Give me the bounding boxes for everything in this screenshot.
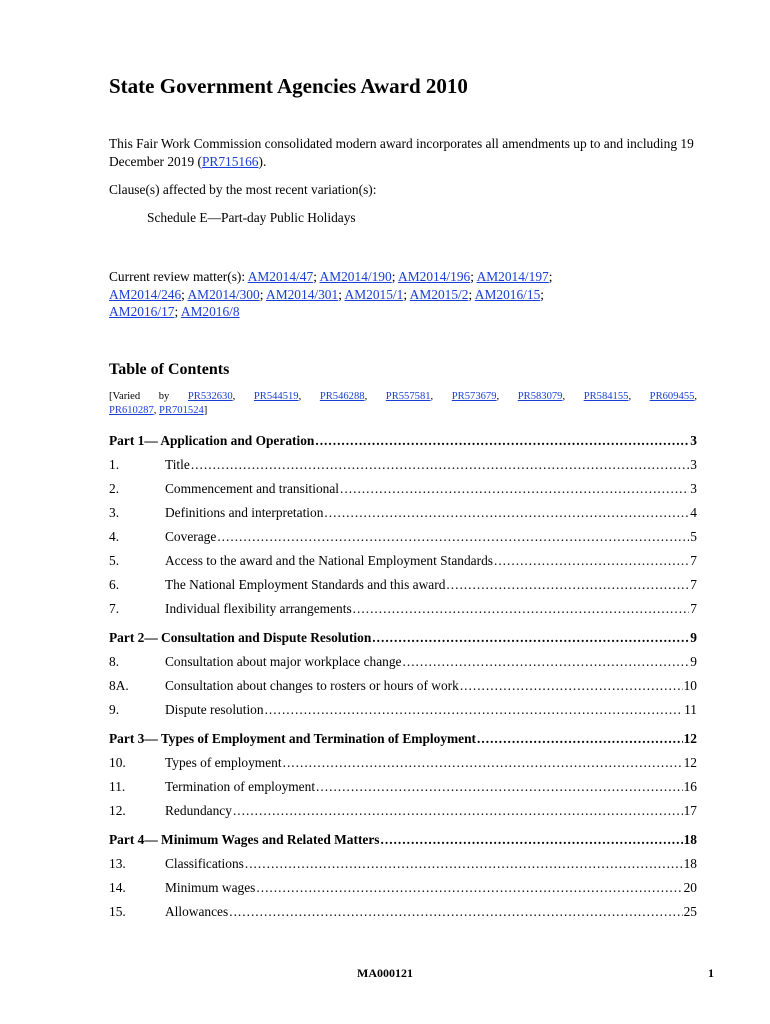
varied-link[interactable]: PR701524 xyxy=(159,405,204,416)
clauses-label: Clause(s) affected by the most recent variation(s): xyxy=(109,182,377,197)
dot-leader xyxy=(460,678,683,694)
toc-entry-label: Consultation about major workplace change xyxy=(165,654,402,669)
varied-link[interactable]: PR532630 xyxy=(187,391,233,402)
toc-entry-label: Title xyxy=(165,457,190,472)
toc-entry-label: Types of employment xyxy=(165,755,282,770)
varied-by-line-2: PR610287, PR701524] xyxy=(109,405,208,416)
toc-entry-number: 11. xyxy=(109,779,126,794)
dot-leader xyxy=(372,630,689,646)
toc-entry-page: 17 xyxy=(683,803,697,818)
varied-link[interactable]: PR609455 xyxy=(649,391,695,402)
review-link[interactable]: AM2015/2 xyxy=(409,286,469,302)
toc-entry-number: 15. xyxy=(109,904,126,919)
dot-leader xyxy=(217,529,689,545)
toc-entry-label: Individual flexibility arrangements xyxy=(165,601,352,616)
toc-entry-page: 20 xyxy=(683,880,697,895)
toc-entry-row[interactable] xyxy=(109,702,697,720)
intro-text-end: ). xyxy=(258,154,267,169)
dot-leader xyxy=(265,702,684,718)
review-link[interactable]: AM2014/301 xyxy=(266,286,339,302)
dot-leader xyxy=(353,601,690,617)
toc-entry-number: 4. xyxy=(109,529,120,544)
dot-leader xyxy=(381,832,683,848)
toc-entry-label: Coverage xyxy=(165,529,217,544)
review-link[interactable]: AM2016/15 xyxy=(474,286,541,302)
review-matters xyxy=(109,268,699,321)
toc-entry-label: Dispute resolution xyxy=(165,702,264,717)
dot-leader xyxy=(316,779,683,795)
toc-entry-label: Commencement and transitional xyxy=(165,481,340,496)
toc-part-row[interactable] xyxy=(109,433,697,451)
intro-paragraph xyxy=(109,135,699,171)
toc-entry-label: Allowances xyxy=(165,904,229,919)
dot-leader xyxy=(315,433,689,449)
toc-entry-label: Termination of employment xyxy=(165,779,316,794)
toc-entry-row[interactable] xyxy=(109,654,697,672)
toc-entry-label: The National Employment Standards and this award xyxy=(165,577,446,592)
toc-entry-row[interactable] xyxy=(109,553,697,571)
toc-part-row[interactable] xyxy=(109,630,697,648)
toc-entry-number: 6. xyxy=(109,577,120,592)
award-code: MA000121 xyxy=(357,966,413,980)
toc-entry-row[interactable] xyxy=(109,481,697,499)
toc-entry-row[interactable] xyxy=(109,601,697,619)
dot-leader xyxy=(233,803,683,819)
toc-entry-number: 8A. xyxy=(109,678,129,693)
review-link[interactable]: AM2014/196 xyxy=(398,269,471,284)
varied-link[interactable]: PR583079 xyxy=(517,391,563,402)
toc-entry-number: 14. xyxy=(109,880,126,895)
intro-link[interactable]: PR715166 xyxy=(201,154,259,169)
dot-leader xyxy=(256,880,682,896)
dot-leader xyxy=(494,553,689,569)
toc-entry-page: 7 xyxy=(690,553,697,568)
toc-entry-row[interactable] xyxy=(109,904,697,922)
toc-entry-label: Part 1— Application and Operation xyxy=(109,433,315,448)
toc-heading: Table of Contents xyxy=(109,361,230,378)
toc-entry-page: 3 xyxy=(690,433,697,448)
toc-entry-page: 4 xyxy=(690,505,697,520)
toc-entry-page: 5 xyxy=(690,529,697,544)
toc-entry-row[interactable] xyxy=(109,577,697,595)
toc-entry-number: 5. xyxy=(109,553,120,568)
varied-label: [Varied by xyxy=(109,391,170,402)
toc-entry-row[interactable] xyxy=(109,856,697,874)
toc-entry-row[interactable] xyxy=(109,880,697,898)
toc-entry-page: 3 xyxy=(690,457,697,472)
review-label: Current review matter(s): xyxy=(109,269,248,284)
toc-part-row[interactable] xyxy=(109,731,697,749)
dot-leader xyxy=(340,481,689,497)
toc-entry-page: 7 xyxy=(690,577,697,592)
toc-entry-row[interactable] xyxy=(109,529,697,547)
toc-entry-number: 9. xyxy=(109,702,120,717)
varied-close: ] xyxy=(203,405,208,416)
toc-entry-label: Access to the award and the National Employment Standards xyxy=(165,553,493,568)
toc-entry-page: 12 xyxy=(683,755,697,770)
dot-leader xyxy=(229,904,682,920)
toc-entry-row[interactable] xyxy=(109,779,697,797)
dot-leader xyxy=(245,856,683,872)
dot-leader xyxy=(283,755,683,771)
toc-entry-page: 3 xyxy=(690,481,697,496)
toc-entry-page: 18 xyxy=(683,856,697,871)
toc-entry-label: Part 4— Minimum Wages and Related Matters xyxy=(109,832,380,847)
review-links: AM2014/47; AM2014/190; AM2014/196; AM2014/197; AM2014/246; AM2014/300; AM2014/301; AM2015/1; AM2015/2; AM2016/15; AM2016/17; AM2016/8 xyxy=(109,269,553,319)
toc-entry-label: Classifications xyxy=(165,856,244,871)
review-link[interactable]: AM2014/246 xyxy=(109,286,182,302)
page-number: 1 xyxy=(708,966,714,980)
toc-entry-page: 9 xyxy=(690,630,697,645)
toc-entry-row[interactable] xyxy=(109,803,697,821)
toc-entry-label: Redundancy xyxy=(165,803,232,818)
toc-part-row[interactable] xyxy=(109,832,697,850)
toc-entry-label: Minimum wages xyxy=(165,880,256,895)
dot-leader xyxy=(403,654,690,670)
review-link[interactable]: AM2016/17 xyxy=(109,304,175,319)
toc-entry-number: 2. xyxy=(109,481,120,496)
document-title: State Government Agencies Award 2010 xyxy=(109,74,468,98)
toc-entry-label: Part 2— Consultation and Dispute Resolution xyxy=(109,630,372,645)
toc-entry-number: 12. xyxy=(109,803,126,818)
toc-entry-page: 9 xyxy=(690,654,697,669)
dot-leader xyxy=(191,457,689,473)
toc-entry-row[interactable] xyxy=(109,457,697,475)
toc-entry-row[interactable] xyxy=(109,755,697,773)
varied-link[interactable]: PR573679 xyxy=(451,391,497,402)
toc-entry-page: 12 xyxy=(683,731,697,746)
dot-leader xyxy=(477,731,683,747)
varied-link[interactable]: PR544519 xyxy=(253,391,299,402)
toc-entry-label: Part 3— Types of Employment and Termination of Employment xyxy=(109,731,477,746)
review-link[interactable]: AM2016/8 xyxy=(180,304,240,319)
dot-leader xyxy=(324,505,689,521)
varied-link[interactable]: PR584155 xyxy=(583,391,629,402)
review-link[interactable]: AM2014/47 xyxy=(247,269,314,284)
toc-entry-number: 1. xyxy=(109,457,120,472)
review-link[interactable]: AM2014/190 xyxy=(319,269,392,284)
intro-text: This Fair Work Commission consolidated modern award incorporates all amendments up to and including 19 December 2019 ( xyxy=(109,136,694,169)
review-link[interactable]: AM2014/300 xyxy=(187,286,260,302)
review-link[interactable]: AM2014/197 xyxy=(476,269,549,284)
toc-entry-number: 13. xyxy=(109,856,126,871)
varied-link[interactable]: PR546288 xyxy=(319,391,365,402)
toc-entry-number: 7. xyxy=(109,601,120,616)
varied-link[interactable]: PR610287 xyxy=(109,405,154,416)
toc-entry-page: 7 xyxy=(690,601,697,616)
toc-entry-row[interactable] xyxy=(109,678,697,696)
toc-entry-number: 3. xyxy=(109,505,120,520)
dot-leader xyxy=(446,577,689,593)
toc-entry-page: 11 xyxy=(684,702,697,717)
varied-link[interactable]: PR557581 xyxy=(385,391,431,402)
toc-entry-row[interactable] xyxy=(109,505,697,523)
toc-entry-label: Consultation about changes to rosters or hours of work xyxy=(165,678,459,693)
toc-entry-page: 16 xyxy=(683,779,697,794)
review-link[interactable]: AM2015/1 xyxy=(344,286,404,302)
toc-entry-page: 10 xyxy=(683,678,697,693)
toc-entry-number: 8. xyxy=(109,654,120,669)
clauses-item: Schedule E—Part-day Public Holidays xyxy=(147,210,356,225)
toc-entry-number: 10. xyxy=(109,755,126,770)
varied-by-line-1: [Varied by PR532630, PR544519, PR546288, PR557581, PR573679, PR583079, PR584155, PR609455, xyxy=(109,391,698,402)
toc-entry-page: 25 xyxy=(683,904,697,919)
toc-entry-label: Definitions and interpretation xyxy=(165,505,324,520)
toc-entry-page: 18 xyxy=(683,832,697,847)
